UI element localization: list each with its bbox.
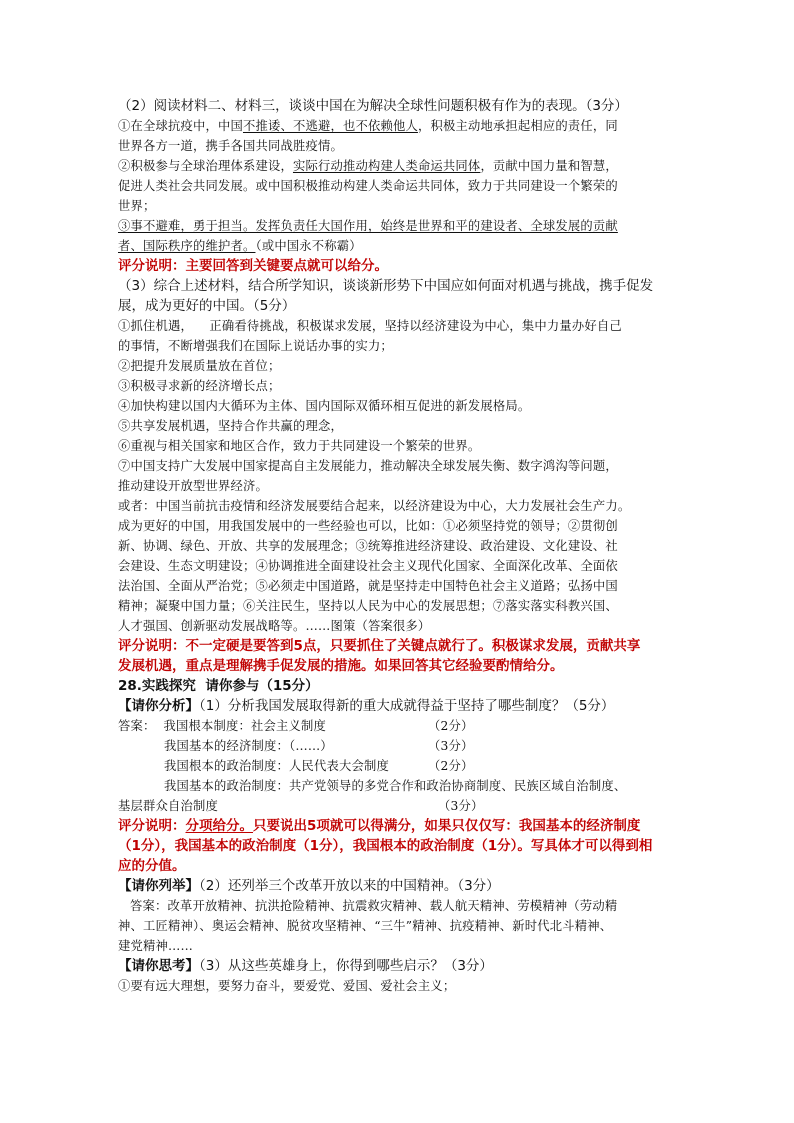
q28-list-question: 【请你列举】（2）还列举三个改革开放以来的中国精神。（3分） <box>118 878 500 894</box>
q3-alt-answer-line: 人才强国、创新驱动发展战略等。……图策（答案很多） <box>118 619 431 633</box>
score: （3分） <box>438 799 484 813</box>
list-tag: 【请你列举】 <box>118 878 199 894</box>
q3-alt-answer-line: 会建设、生态文明建设；④协调推进全面建设社会主义现代化国家、全面深化改革、全面依 <box>118 559 618 573</box>
q2-answer-2-line-1: ②积极参与全球治理体系建设，实际行动推动构建人类命运共同体，贡献中国力量和智慧， <box>118 159 618 173</box>
q2-title: （2）阅读材料二、材料三，谈谈中国在为解决全球性问题积极有作为的表现。（3分） <box>118 98 628 114</box>
q28-analyze-question: 【请你分析】（1）分析我国发展取得新的重大成就得益于坚持了哪些制度？（5分） <box>118 698 615 714</box>
q28-think-answer-line-1: ①要有远大理想，要努力奋斗，要爱党、爱国、爱社会主义； <box>118 979 456 993</box>
q28-scoring-note-line-3: 应的分值。 <box>118 858 186 874</box>
q2-scoring-note: 评分说明：主要回答到关键要点就可以给分。 <box>118 258 388 274</box>
q3-alt-answer-line: 或者：中国当前抗击疫情和经济发展要结合起来，以经济建设为中心，大力发展社会生产力。 <box>118 499 631 513</box>
q28-scoring-note-line-1: 评分说明：分项给分。只要说出5项就可以得满分，如果只仅仅写：我国基本的经济制度 <box>118 818 641 834</box>
q3-title-line-1: （3）综合上述材料，结合所学知识，谈谈新形势下中国应如何面对机遇与挑战，携手促发 <box>118 278 654 294</box>
underlined-phrase: 实际行动推动构建人类命运共同体 <box>292 159 481 173</box>
underlined-phrase: 不推诿、不逃避，也不依赖他人 <box>242 119 418 133</box>
q3-scoring-note-line-1: 评分说明：不一定硬是要答到5点，只要抓住了关键点就行了。积极谋求发展，贡献共享 <box>118 638 641 654</box>
q2-answer-3-line-1 <box>118 216 678 236</box>
q28-answer-row-1: 答案： 我国根本制度：社会主义制度 （2分） <box>118 716 678 736</box>
q28-think-question: 【请你思考】（3）从这些英雄身上，你得到哪些启示？（3分） <box>118 958 493 974</box>
q28-answer-row-2: 我国基本的经济制度：（……） （3分） <box>118 736 678 756</box>
q2-answer-1-line-1: ①在全球抗疫中，中国不推诿、不逃避，也不依赖他人，积极主动地承担起相应的责任，同 <box>118 119 618 133</box>
q28-answer-row-4: 我国基本的政治制度：共产党领导的多党合作和政治协商制度、民族区域自治制度、 <box>164 779 627 793</box>
q2-answer-2-line-3: 世界； <box>118 199 156 213</box>
think-tag: 【请你思考】 <box>118 958 199 974</box>
q3-scoring-note-line-2: 发展机遇，重点是理解携手促发展的措施。如果回答其它经验要酌情给分。 <box>118 658 564 674</box>
score: （3分） <box>428 739 474 753</box>
document-page <box>118 96 678 996</box>
q3-answer-line: ②把提升发展质量放在首位； <box>118 359 281 373</box>
q28-scoring-note-line-2: （1分），我国基本的政治制度（1分），我国根本的政治制度（1分）。写具体才可以得到相 <box>118 838 653 854</box>
answer-label: 答案： <box>118 719 156 733</box>
q2-answer-1-line-2: 世界各方一道，携手各国共同战胜疫情。 <box>118 139 343 153</box>
q3-answer-line: ⑦中国支持广大发展中国家提高自主发展能力，推动解决全球发展失衡、数字鸿沟等问题， <box>118 459 618 473</box>
q2-answer-2-line-2: 促进人类社会共同发展。或中国积极推动构建人类命运共同体，致力于共同建设一个繁荣的 <box>118 179 618 193</box>
analyze-tag: 【请你分析】 <box>118 698 199 714</box>
underlined-phrase: ③事不避难，勇于担当。发挥负责任大国作用，始终是世界和平的建设者、全球发展的贡献 <box>118 219 618 233</box>
score: （2分） <box>428 719 474 733</box>
q28-list-answer-line-3: 建党精神…… <box>118 939 193 953</box>
q3-title-line-2: 展，成为更好的中国。（5分） <box>118 298 296 314</box>
q2-answer-3-line-2: 者、国际秩序的维护者。（或中国永不称霸） <box>118 239 362 253</box>
q3-alt-answer-line: 法治国、全面从严治党；⑤必须走中国道路，就是坚持走中国特色社会主义道路；弘扬中国 <box>118 579 618 593</box>
q3-answer-line: 推动建设开放型世界经济。 <box>118 479 268 493</box>
q3-answer-line: 的事情，不断增强我们在国际上说话办事的实力； <box>118 339 393 353</box>
underlined-phrase: 分项给分。 <box>185 818 253 834</box>
underlined-phrase: 者、国际秩序的维护者。 <box>118 239 256 253</box>
q3-alt-answer-line: 成为更好的中国，用我国发展中的一些经验也可以，比如：①必须坚持党的领导；②贯彻创 <box>118 519 618 533</box>
q28-answer-row-3: 我国根本的政治制度：人民代表大会制度 （2分） <box>118 756 678 776</box>
q28-list-answer-line-1: 答案：改革开放精神、抗洪抢险精神、抗震救灾精神、载人航天精神、劳模精神（劳动精 <box>130 899 618 913</box>
q3-answer-line: ①抓住机遇， 正确看待挑战，积极谋求发展，坚持以经济建设为中心，集中力量办好自己 <box>118 319 622 333</box>
q3-alt-answer-line: 新、协调、绿色、开放、共享的发展理念；③统筹推进经济建设、政治建设、文化建设、社 <box>118 539 618 553</box>
q3-answer-line: ⑤共享发展机遇，坚持合作共赢的理念， <box>118 419 343 433</box>
q3-alt-answer-line: 精神；凝聚中国力量；⑥关注民生，坚持以人民为中心的发展思想；⑦落实落实科教兴国、 <box>118 599 618 613</box>
q28-list-answer-line-2: 神、工匠精神）、奥运会精神、脱贫攻坚精神、“三牛”精神、抗疫精神、新时代北斗精神、 <box>118 919 613 933</box>
q3-answer-line: ④加快构建以国内大循环为主体、国内国际双循环相互促进的新发展格局。 <box>118 399 531 413</box>
score: （2分） <box>428 759 474 773</box>
q3-answer-line: ③积极寻求新的经济增长点； <box>118 379 281 393</box>
q28-heading: 28.实践探究 请你参与（15分） <box>118 678 319 694</box>
q28-answer-row-5: 基层群众自治制度 （3分） <box>118 796 678 816</box>
q3-answer-line: ⑥重视与相关国家和地区合作，致力于共同建设一个繁荣的世界。 <box>118 439 481 453</box>
